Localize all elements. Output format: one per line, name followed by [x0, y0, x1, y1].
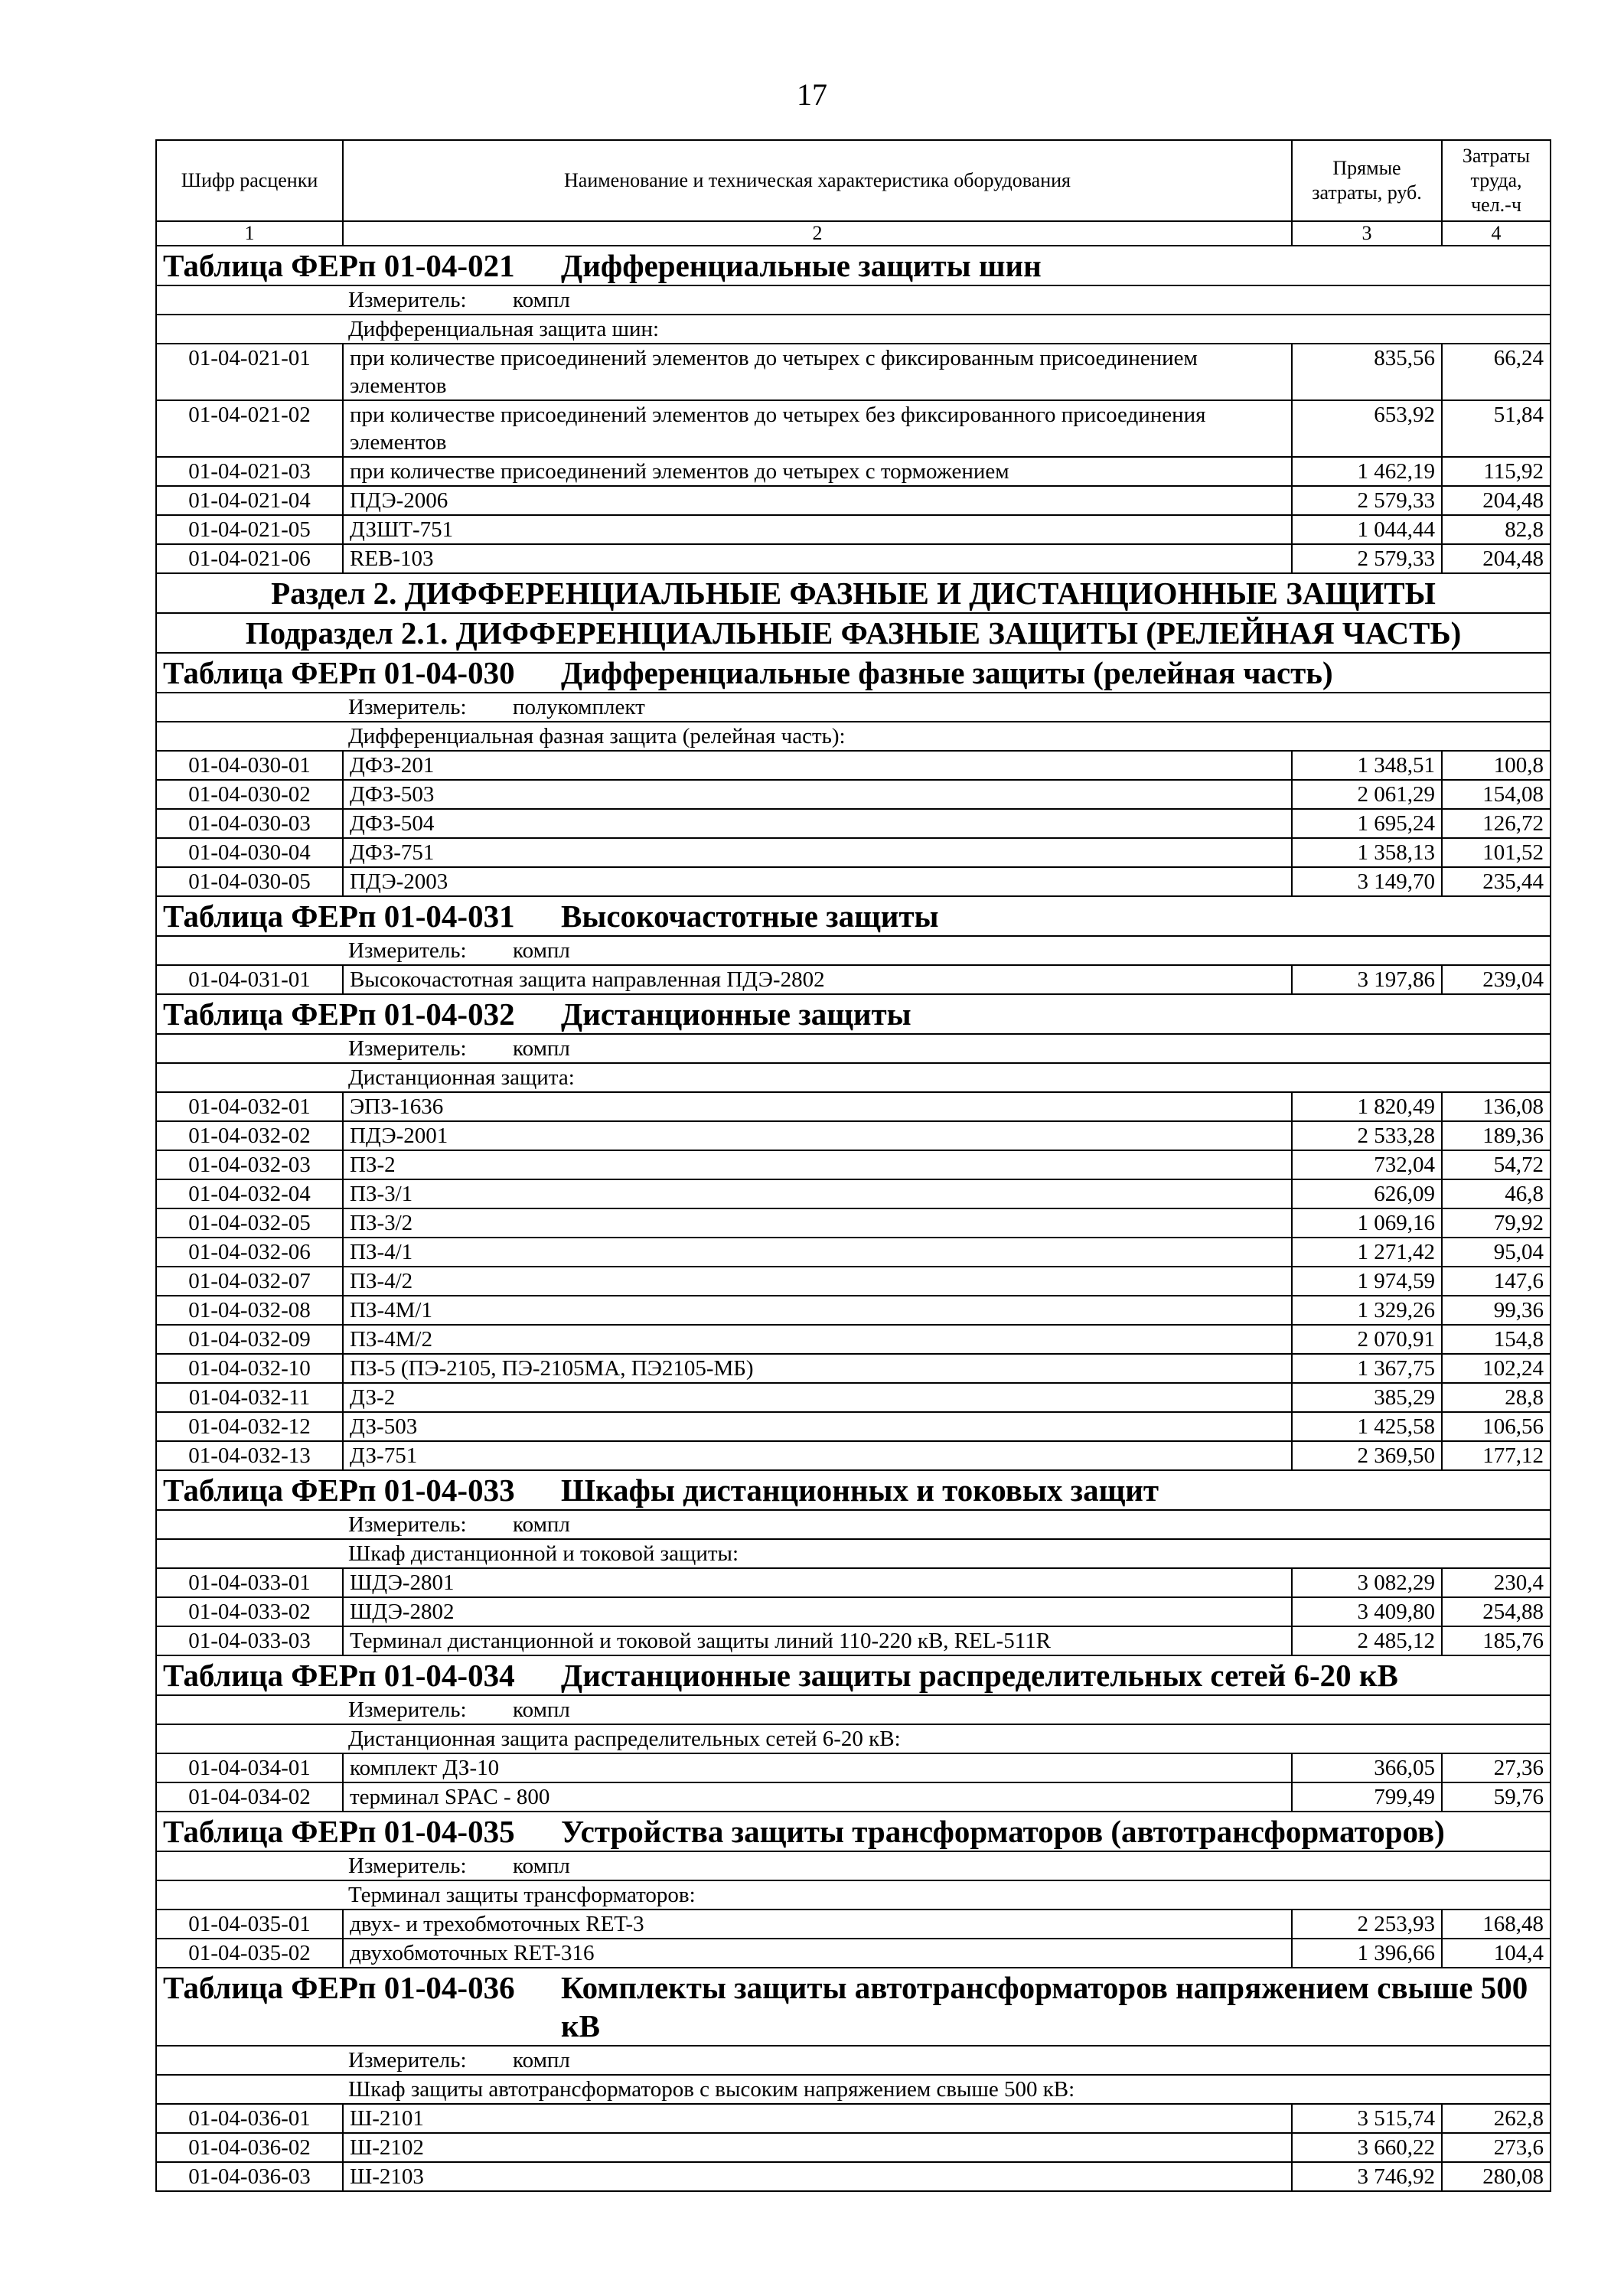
subsection-title: Подраздел 2.1. ДИФФЕРЕНЦИАЛЬНЫЕ ФАЗНЫЕ ЗАЩИТЫ (РЕЛЕЙНАЯ ЧАСТЬ): [156, 613, 1551, 653]
labor-cost: 95,04: [1442, 1238, 1551, 1267]
table-row: [156, 1092, 1551, 1121]
header-name: Наименование и техническая характеристика оборудования: [343, 140, 1292, 221]
labor-cost: 204,48: [1442, 486, 1551, 515]
table-row: [156, 1296, 1551, 1325]
direct-cost: 385,29: [1292, 1383, 1442, 1412]
table-number: Таблица ФЕРп 01-04-032: [163, 996, 515, 1032]
group-label: Дифференциальная фазная защита (релейная часть):: [156, 722, 1551, 751]
equipment-name: ДЗ-2: [343, 1383, 1292, 1412]
equipment-name: двух- и трехобмоточных RET-3: [343, 1910, 1292, 1939]
rate-code: 01-04-036-03: [156, 2162, 343, 2191]
labor-cost: 154,8: [1442, 1325, 1551, 1354]
labor-cost: 27,36: [1442, 1753, 1551, 1782]
rate-code: 01-04-032-04: [156, 1179, 343, 1208]
meter: [156, 1510, 1551, 1539]
direct-cost: 1 348,51: [1292, 751, 1442, 780]
meter: [156, 285, 1551, 315]
table-row: [156, 1383, 1551, 1412]
equipment-name: при количестве присоединений элементов до четырех с торможением: [343, 457, 1292, 486]
meter: [156, 2046, 1551, 2075]
rate-code: 01-04-032-05: [156, 1208, 343, 1238]
group-row: [156, 1880, 1551, 1910]
equipment-name: ПЗ-4/1: [343, 1238, 1292, 1267]
meter-label: Измеритель:: [348, 695, 467, 719]
direct-cost: 3 746,92: [1292, 2162, 1442, 2191]
table-row: [156, 1150, 1551, 1179]
equipment-name: ПЗ-3/2: [343, 1208, 1292, 1238]
rate-code: 01-04-021-01: [156, 344, 343, 400]
table-row: [156, 1121, 1551, 1150]
equipment-name: двухобмоточных RET-316: [343, 1939, 1292, 1968]
group-label: Дистанционная защита распределительных сетей 6-20 кВ:: [156, 1724, 1551, 1753]
table-row: [156, 457, 1551, 486]
labor-cost: 51,84: [1442, 400, 1551, 457]
direct-cost: 626,09: [1292, 1179, 1442, 1208]
labor-cost: 66,24: [1442, 344, 1551, 400]
direct-cost: 1 820,49: [1292, 1092, 1442, 1121]
labor-cost: 54,72: [1442, 1150, 1551, 1179]
rate-code: 01-04-021-04: [156, 486, 343, 515]
group-label: Дистанционная защита:: [156, 1063, 1551, 1092]
rate-code: 01-04-032-03: [156, 1150, 343, 1179]
labor-cost: 99,36: [1442, 1296, 1551, 1325]
meter-value: компл: [513, 1512, 570, 1537]
meter-row: [156, 285, 1551, 315]
labor-cost: 189,36: [1442, 1121, 1551, 1150]
table-title: [156, 246, 1551, 285]
table-row: [156, 1238, 1551, 1267]
equipment-name: ПЗ-5 (ПЭ-2105, ПЭ-2105МА, ПЭ2105-МБ): [343, 1354, 1292, 1383]
labor-cost: 104,4: [1442, 1939, 1551, 1968]
rate-code: 01-04-032-07: [156, 1267, 343, 1296]
labor-cost: 177,12: [1442, 1441, 1551, 1470]
labor-cost: 46,8: [1442, 1179, 1551, 1208]
labor-cost: 185,76: [1442, 1626, 1551, 1655]
meter-value: компл: [513, 938, 570, 963]
table-row: [156, 1412, 1551, 1441]
meter-row: [156, 1851, 1551, 1880]
equipment-name: при количестве присоединений элементов до четырех с фиксированным присоединением элементов: [343, 344, 1292, 400]
table-title-row: [156, 1470, 1551, 1510]
meter-row: [156, 2046, 1551, 2075]
equipment-name: ПЗ-4М/2: [343, 1325, 1292, 1354]
group-row: [156, 722, 1551, 751]
labor-cost: 230,4: [1442, 1568, 1551, 1597]
meter: [156, 693, 1551, 722]
group-label: Шкаф защиты автотрансформаторов с высоким напряжением свыше 500 кВ:: [156, 2075, 1551, 2104]
table-row: [156, 2104, 1551, 2133]
rate-code: 01-04-032-11: [156, 1383, 343, 1412]
equipment-name: ЭПЗ-1636: [343, 1092, 1292, 1121]
meter-value: компл: [513, 2048, 570, 2073]
table-row: [156, 544, 1551, 573]
rate-code: 01-04-032-10: [156, 1354, 343, 1383]
column-number-row: [156, 221, 1551, 246]
direct-cost: 2 485,12: [1292, 1626, 1442, 1655]
table-name: Комплекты защиты автотрансформаторов напряжением свыше 500 кВ: [561, 1970, 1528, 2043]
direct-cost: 366,05: [1292, 1753, 1442, 1782]
rate-code: 01-04-030-03: [156, 809, 343, 838]
labor-cost: 204,48: [1442, 544, 1551, 573]
labor-cost: 102,24: [1442, 1354, 1551, 1383]
rate-code: 01-04-033-01: [156, 1568, 343, 1597]
meter-value: компл: [513, 1698, 570, 1722]
rate-code: 01-04-032-02: [156, 1121, 343, 1150]
meter-label: Измеритель:: [348, 1854, 467, 1878]
table-row: [156, 1753, 1551, 1782]
rate-code: 01-04-032-09: [156, 1325, 343, 1354]
table-row: [156, 515, 1551, 544]
column-number: 1: [156, 221, 343, 246]
rate-code: 01-04-032-13: [156, 1441, 343, 1470]
group-row: [156, 1724, 1551, 1753]
table-row: [156, 2133, 1551, 2162]
meter-label: Измеритель:: [348, 2048, 467, 2073]
direct-cost: 2 070,91: [1292, 1325, 1442, 1354]
column-number: 2: [343, 221, 1292, 246]
direct-cost: 2 369,50: [1292, 1441, 1442, 1470]
rate-code: 01-04-032-01: [156, 1092, 343, 1121]
rate-code: 01-04-021-06: [156, 544, 343, 573]
labor-cost: 147,6: [1442, 1267, 1551, 1296]
table-row: [156, 2162, 1551, 2191]
direct-cost: 1 974,59: [1292, 1267, 1442, 1296]
labor-cost: 136,08: [1442, 1092, 1551, 1121]
direct-cost: 1 425,58: [1292, 1412, 1442, 1441]
labor-cost: 239,04: [1442, 965, 1551, 994]
equipment-name: ДФЗ-504: [343, 809, 1292, 838]
direct-cost: 3 660,22: [1292, 2133, 1442, 2162]
rate-code: 01-04-032-06: [156, 1238, 343, 1267]
equipment-name: ПЗ-4М/1: [343, 1296, 1292, 1325]
rate-code: 01-04-034-02: [156, 1782, 343, 1812]
direct-cost: 2 253,93: [1292, 1910, 1442, 1939]
direct-cost: 2 061,29: [1292, 780, 1442, 809]
section-title: Раздел 2. ДИФФЕРЕНЦИАЛЬНЫЕ ФАЗНЫЕ И ДИСТАНЦИОННЫЕ ЗАЩИТЫ: [156, 573, 1551, 613]
equipment-name: ДФЗ-751: [343, 838, 1292, 867]
labor-cost: 254,88: [1442, 1597, 1551, 1626]
table-number: Таблица ФЕРп 01-04-033: [163, 1473, 515, 1508]
subsection-title-row: [156, 613, 1551, 653]
meter-row: [156, 1695, 1551, 1724]
equipment-name: терминал SPAC - 800: [343, 1782, 1292, 1812]
column-number: 4: [1442, 221, 1551, 246]
header-labor: Затраты труда, чел.-ч: [1442, 140, 1551, 221]
table-row: [156, 1354, 1551, 1383]
rate-code: 01-04-021-02: [156, 400, 343, 457]
labor-cost: 280,08: [1442, 2162, 1551, 2191]
labor-cost: 79,92: [1442, 1208, 1551, 1238]
meter-label: Измеритель:: [348, 938, 467, 963]
direct-cost: 653,92: [1292, 400, 1442, 457]
equipment-name: ПЗ-4/2: [343, 1267, 1292, 1296]
table-title: [156, 653, 1551, 693]
table-name: Устройства защиты трансформаторов (автотрансформаторов): [561, 1814, 1445, 1849]
equipment-name: при количестве присоединений элементов до четырех без фиксированного присоединения элементов: [343, 400, 1292, 457]
rate-code: 01-04-021-03: [156, 457, 343, 486]
meter-value: компл: [513, 1854, 570, 1878]
table-row: [156, 965, 1551, 994]
table-name: Дистанционные защиты: [561, 996, 911, 1032]
table-row: [156, 400, 1551, 457]
table-row: [156, 1441, 1551, 1470]
table-row: [156, 1782, 1551, 1812]
header-row: [156, 140, 1551, 221]
meter-value: полукомплект: [513, 695, 645, 719]
group-row: [156, 2075, 1551, 2104]
meter-label: Измеритель:: [348, 1512, 467, 1537]
direct-cost: 2 579,33: [1292, 486, 1442, 515]
meter: [156, 936, 1551, 965]
group-row: [156, 1539, 1551, 1568]
rate-code: 01-04-030-02: [156, 780, 343, 809]
rate-code: 01-04-030-01: [156, 751, 343, 780]
equipment-name: Высокочастотная защита направленная ПДЭ-2802: [343, 965, 1292, 994]
table-row: [156, 751, 1551, 780]
labor-cost: 101,52: [1442, 838, 1551, 867]
table-title-row: [156, 653, 1551, 693]
labor-cost: 100,8: [1442, 751, 1551, 780]
labor-cost: 273,6: [1442, 2133, 1551, 2162]
header-cost: Прямые затраты, руб.: [1292, 140, 1442, 221]
meter: [156, 1851, 1551, 1880]
meter-value: компл: [513, 288, 570, 312]
group-label: Шкаф дистанционной и токовой защиты:: [156, 1539, 1551, 1568]
direct-cost: 3 515,74: [1292, 2104, 1442, 2133]
column-number: 3: [1292, 221, 1442, 246]
direct-cost: 2 533,28: [1292, 1121, 1442, 1150]
group-row: [156, 315, 1551, 344]
table-row: [156, 809, 1551, 838]
labor-cost: 154,08: [1442, 780, 1551, 809]
equipment-name: REB-103: [343, 544, 1292, 573]
table-row: [156, 1939, 1551, 1968]
equipment-name: ПДЭ-2006: [343, 486, 1292, 515]
equipment-name: ПДЭ-2003: [343, 867, 1292, 896]
equipment-name: ПЗ-2: [343, 1150, 1292, 1179]
equipment-name: ШДЭ-2802: [343, 1597, 1292, 1626]
direct-cost: 1 367,75: [1292, 1354, 1442, 1383]
direct-cost: 1 695,24: [1292, 809, 1442, 838]
rates-table: [155, 139, 1551, 2192]
equipment-name: Ш-2103: [343, 2162, 1292, 2191]
direct-cost: 1 396,66: [1292, 1939, 1442, 1968]
table-title: [156, 1812, 1551, 1851]
table-name: Шкафы дистанционных и токовых защит: [561, 1473, 1159, 1508]
meter-row: [156, 1034, 1551, 1063]
table-row: [156, 1208, 1551, 1238]
table-row: [156, 1267, 1551, 1296]
header-code: Шифр расценки: [156, 140, 343, 221]
meter-row: [156, 1510, 1551, 1539]
direct-cost: 1 069,16: [1292, 1208, 1442, 1238]
table-number: Таблица ФЕРп 01-04-036: [163, 1970, 515, 2005]
labor-cost: 262,8: [1442, 2104, 1551, 2133]
table-row: [156, 1910, 1551, 1939]
direct-cost: 3 409,80: [1292, 1597, 1442, 1626]
direct-cost: 732,04: [1292, 1150, 1442, 1179]
direct-cost: 1 044,44: [1292, 515, 1442, 544]
table-title-row: [156, 994, 1551, 1034]
labor-cost: 28,8: [1442, 1383, 1551, 1412]
group-label: Дифференциальная защита шин:: [156, 315, 1551, 344]
group-row: [156, 1063, 1551, 1092]
table-name: Дифференциальные защиты шин: [561, 248, 1042, 283]
table-name: Дифференциальные фазные защиты (релейная часть): [561, 655, 1333, 690]
labor-cost: 126,72: [1442, 809, 1551, 838]
rate-code: 01-04-031-01: [156, 965, 343, 994]
direct-cost: 1 329,26: [1292, 1296, 1442, 1325]
meter-label: Измеритель:: [348, 1036, 467, 1061]
rate-code: 01-04-030-05: [156, 867, 343, 896]
table-name: Высокочастотные защиты: [561, 899, 939, 934]
table-number: Таблица ФЕРп 01-04-031: [163, 899, 515, 934]
table-row: [156, 1325, 1551, 1354]
table-row: [156, 1626, 1551, 1655]
equipment-name: ДФЗ-201: [343, 751, 1292, 780]
direct-cost: 3 197,86: [1292, 965, 1442, 994]
table-row: [156, 1179, 1551, 1208]
equipment-name: ДЗШТ-751: [343, 515, 1292, 544]
direct-cost: 1 462,19: [1292, 457, 1442, 486]
rate-code: 01-04-034-01: [156, 1753, 343, 1782]
meter: [156, 1034, 1551, 1063]
meter-label: Измеритель:: [348, 288, 467, 312]
table-title-row: [156, 896, 1551, 936]
direct-cost: 3 082,29: [1292, 1568, 1442, 1597]
table-title-row: [156, 1812, 1551, 1851]
section-title-row: [156, 573, 1551, 613]
equipment-name: ШДЭ-2801: [343, 1568, 1292, 1597]
table-row: [156, 1568, 1551, 1597]
table-title: [156, 1968, 1551, 2046]
rate-code: 01-04-032-12: [156, 1412, 343, 1441]
equipment-name: Ш-2102: [343, 2133, 1292, 2162]
rate-code: 01-04-021-05: [156, 515, 343, 544]
rate-code: 01-04-030-04: [156, 838, 343, 867]
table-title: [156, 1470, 1551, 1510]
equipment-name: ДЗ-503: [343, 1412, 1292, 1441]
table-title: [156, 1655, 1551, 1695]
table-title-row: [156, 246, 1551, 285]
labor-cost: 235,44: [1442, 867, 1551, 896]
direct-cost: 2 579,33: [1292, 544, 1442, 573]
table-row: [156, 486, 1551, 515]
labor-cost: 168,48: [1442, 1910, 1551, 1939]
table-row: [156, 867, 1551, 896]
direct-cost: 1 271,42: [1292, 1238, 1442, 1267]
rate-code: 01-04-035-02: [156, 1939, 343, 1968]
meter-row: [156, 936, 1551, 965]
direct-cost: 1 358,13: [1292, 838, 1442, 867]
meter-value: компл: [513, 1036, 570, 1061]
direct-cost: 835,56: [1292, 344, 1442, 400]
rate-code: 01-04-035-01: [156, 1910, 343, 1939]
labor-cost: 115,92: [1442, 457, 1551, 486]
equipment-name: ДЗ-751: [343, 1441, 1292, 1470]
rate-code: 01-04-032-08: [156, 1296, 343, 1325]
direct-cost: 799,49: [1292, 1782, 1442, 1812]
table-row: [156, 838, 1551, 867]
meter: [156, 1695, 1551, 1724]
table-name: Дистанционные защиты распределительных сетей 6-20 кВ: [561, 1658, 1398, 1693]
meter-label: Измеритель:: [348, 1698, 467, 1722]
table-title-row: [156, 1655, 1551, 1695]
table-number: Таблица ФЕРп 01-04-034: [163, 1658, 515, 1693]
rate-code: 01-04-033-02: [156, 1597, 343, 1626]
equipment-name: Ш-2101: [343, 2104, 1292, 2133]
page-number: 17: [797, 77, 827, 112]
table-number: Таблица ФЕРп 01-04-035: [163, 1814, 515, 1849]
table-row: [156, 1597, 1551, 1626]
equipment-name: комплект ДЗ-10: [343, 1753, 1292, 1782]
direct-cost: 3 149,70: [1292, 867, 1442, 896]
labor-cost: 106,56: [1442, 1412, 1551, 1441]
table-row: [156, 344, 1551, 400]
labor-cost: 59,76: [1442, 1782, 1551, 1812]
equipment-name: ПЗ-3/1: [343, 1179, 1292, 1208]
table-title: [156, 994, 1551, 1034]
rate-code: 01-04-036-02: [156, 2133, 343, 2162]
table-number: Таблица ФЕРп 01-04-021: [163, 248, 515, 283]
rate-code: 01-04-033-03: [156, 1626, 343, 1655]
equipment-name: ПДЭ-2001: [343, 1121, 1292, 1150]
table-number: Таблица ФЕРп 01-04-030: [163, 655, 515, 690]
table-row: [156, 780, 1551, 809]
equipment-name: Терминал дистанционной и токовой защиты линий 110-220 кВ, REL-511R: [343, 1626, 1292, 1655]
table-title: [156, 896, 1551, 936]
group-label: Терминал защиты трансформаторов:: [156, 1880, 1551, 1910]
labor-cost: 82,8: [1442, 515, 1551, 544]
table-title-row: [156, 1968, 1551, 2046]
meter-row: [156, 693, 1551, 722]
equipment-name: ДФЗ-503: [343, 780, 1292, 809]
rate-code: 01-04-036-01: [156, 2104, 343, 2133]
